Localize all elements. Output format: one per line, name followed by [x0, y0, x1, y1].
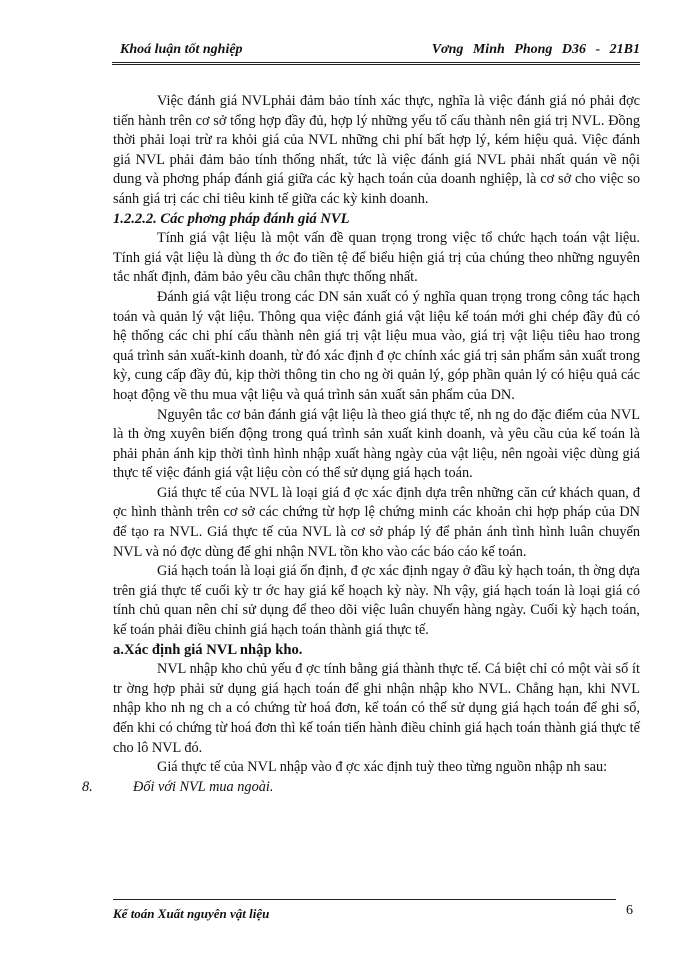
footer-left: Kế toán Xuất nguyên vật liệu: [113, 906, 270, 921]
paragraph: Nguyên tắc cơ bản đánh giá vật liệu là theo giá thực tế, nh ng do đặc điểm của NVL là th ờng xuyên biến động trong quá trình sản xuất kinh doanh, và yêu cầu của kế toán là phải phản ánh kịp thời tình hình nhập xuất hàng ngày của vật liệu, nên ngoài việc dùng giá thực tế việc đánh giá vật liệu còn có thể sử dụng giá hạch toán.: [113, 406, 640, 482]
document-body: [82, 92, 640, 797]
page-number: 6: [626, 903, 633, 918]
list-text: Đối với NVL mua ngoài.: [133, 778, 274, 795]
footer-rule: [113, 899, 616, 900]
subsection-heading: a.Xác định giá NVL nhập kho.: [113, 641, 303, 658]
paragraph: NVL nhập kho chủ yếu đ ợc tính bằng giá thành thực tế. Cá biệt chỉ có một vài số ít tr ờng hợp phải sử dụng giá hạch toán để ghi nhận nhập kho NVL. Chẳng hạn, khi NVL nhập kho nh ng ch a có chứng từ hoá đơn, kế toán có thể sử dụng giá hạch toán để ghi sổ, đến khi có chứng từ hoá đơn thì kế toán tiến hành điều chỉnh giá hạch toán thành giá thực tế cho lô NVL đó.: [113, 661, 640, 756]
paragraph: Giá thực tế của NVL nhập vào đ ợc xác định tuỳ theo từng nguồn nhập nh sau:: [157, 759, 608, 776]
page-header: [120, 40, 640, 64]
list-item: 8. Đối với NVL mua ngoài.: [113, 778, 640, 798]
paragraph: Giá hạch toán là loại giá ổn định, đ ợc xác định ngay ở đầu kỳ hạch toán, th ờng dựa trên giá thực tế cuối kỳ tr ớc hay giá kế hoạch kỳ này. Nh vậy, giá hạch toán là loại giá có tính chủ quan nên chỉ sử dụng để theo dõi việc luân chuyển hàng ngày. Cuối kỳ hạch toán, kế toán phải điều chỉnh giá hạch toán thành giá thực tế.: [113, 563, 640, 639]
paragraph: Giá thực tế của NVL là loại giá đ ợc xác định dựa trên những căn cứ khách quan, đ ợc hình thành trên cơ sở các chứng từ hợp lệ chứng minh các khoản chi hợp pháp của DN để tạo ra NVL. Giá thực tế của NVL là cơ sở pháp lý để phản ánh tình hình luân chuyển NVL và nó đợc dùng để ghi nhận NVL tồn kho vào các báo cáo kế toán.: [113, 484, 640, 560]
paragraph: Việc đánh giá NVLphải đảm bảo tính xác thực, nghĩa là việc đánh giá nó phải đợc tiến hành trên cơ sở tổng hợp đầy đủ, hợp lý những yếu tố cấu thành nên giá trị NVL. Đồng thời phải loại trừ ra khỏi giá của NVL những chi phí bất hợp lý, kém hiệu quả. Việc đánh giá NVL phải đảm bảo tính thống nhất, tức là việc đánh giá NVL phải nhất quán về nội dung và phơng pháp đánh giá giữa các kỳ hạch toán của doanh nghiệp, là cơ sở cho việc so sánh giá trị các chỉ tiêu kinh tế giữa các kỳ kinh doanh.: [113, 93, 640, 207]
paragraph: Tính giá vật liệu là một vấn đề quan trọng trong việc tổ chức hạch toán vật liệu. Tính giá vật liệu là dùng th ớc đo tiền tệ để biểu hiện giá trị của chúng theo những nguyên tắc nhất định, đảm bảo yêu cầu chân thực thống nhất.: [113, 230, 640, 286]
section-heading: 1.2.2.2. Các phơng pháp đánh giá NVL: [113, 210, 350, 227]
paragraph: Đánh giá vật liệu trong các DN sản xuất có ý nghĩa quan trọng trong công tác hạch toán và quản lý vật liệu. Thông qua việc đánh giá vật liệu kế toán mới ghi chép đầy đủ có hệ thống các chi phí cấu thành nên giá trị vật liệu mua vào, giá trị vật liệu tiêu hao trong quá trình sản xuất-kinh doanh, từ đó xác định đ ợc chính xác giá trị sản phẩm sản xuất trong kỳ, cung cấp đầy đủ, kịp thời thông tin cho ng ời quản lý, góp phần quản lý có hiệu quả các hoạt động về thu mua vật liệu và quá trình sản xuất sản phẩm của DN.: [113, 288, 640, 403]
header-rule: [112, 62, 640, 65]
header-left: Khoá luận tốt nghiệp: [120, 42, 243, 57]
header-right: Vơng Minh Phong D36 - 21B1: [431, 42, 640, 57]
